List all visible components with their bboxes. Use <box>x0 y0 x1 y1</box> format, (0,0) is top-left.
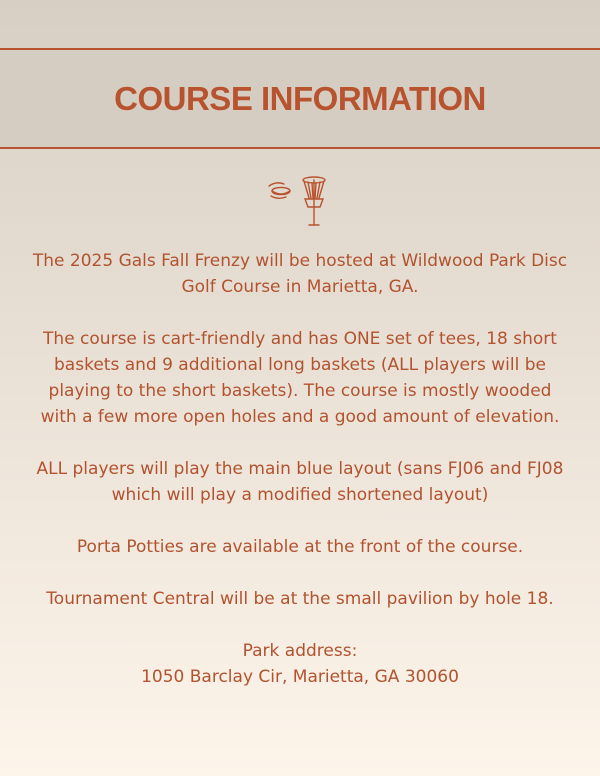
park-address-value: 1050 Barclay Cir, Marietta, GA 30060 <box>141 667 459 687</box>
hosting-paragraph: The 2025 Gals Fall Frenzy will be hosted at Wildwood Park Disc Golf Course in Marietta, GA. <box>32 251 568 297</box>
facilities-paragraph: Porta Potties are available at the front of the course. <box>76 537 524 557</box>
layout-paragraph: ALL players will play the main blue layout (sans FJ06 and FJ08 which will play a modified shortened layout) <box>36 459 564 505</box>
page-title: COURSE INFORMATION <box>114 79 486 117</box>
course-information-body <box>30 248 570 690</box>
course-description-paragraph: The course is cart-friendly and has ONE set of tees, 18 short baskets and 9 additional long baskets (ALL players will be playing to the short baskets). The course is mostly wooded with a few more open holes and a good amount of elevation. <box>40 329 560 427</box>
disc-golf-basket-icon <box>266 172 334 230</box>
tournament-central-paragraph: Tournament Central will be at the small pavilion by hole 18. <box>46 589 554 609</box>
header-band <box>0 48 600 149</box>
park-address-block <box>30 638 570 690</box>
park-address-label: Park address: <box>242 641 358 661</box>
